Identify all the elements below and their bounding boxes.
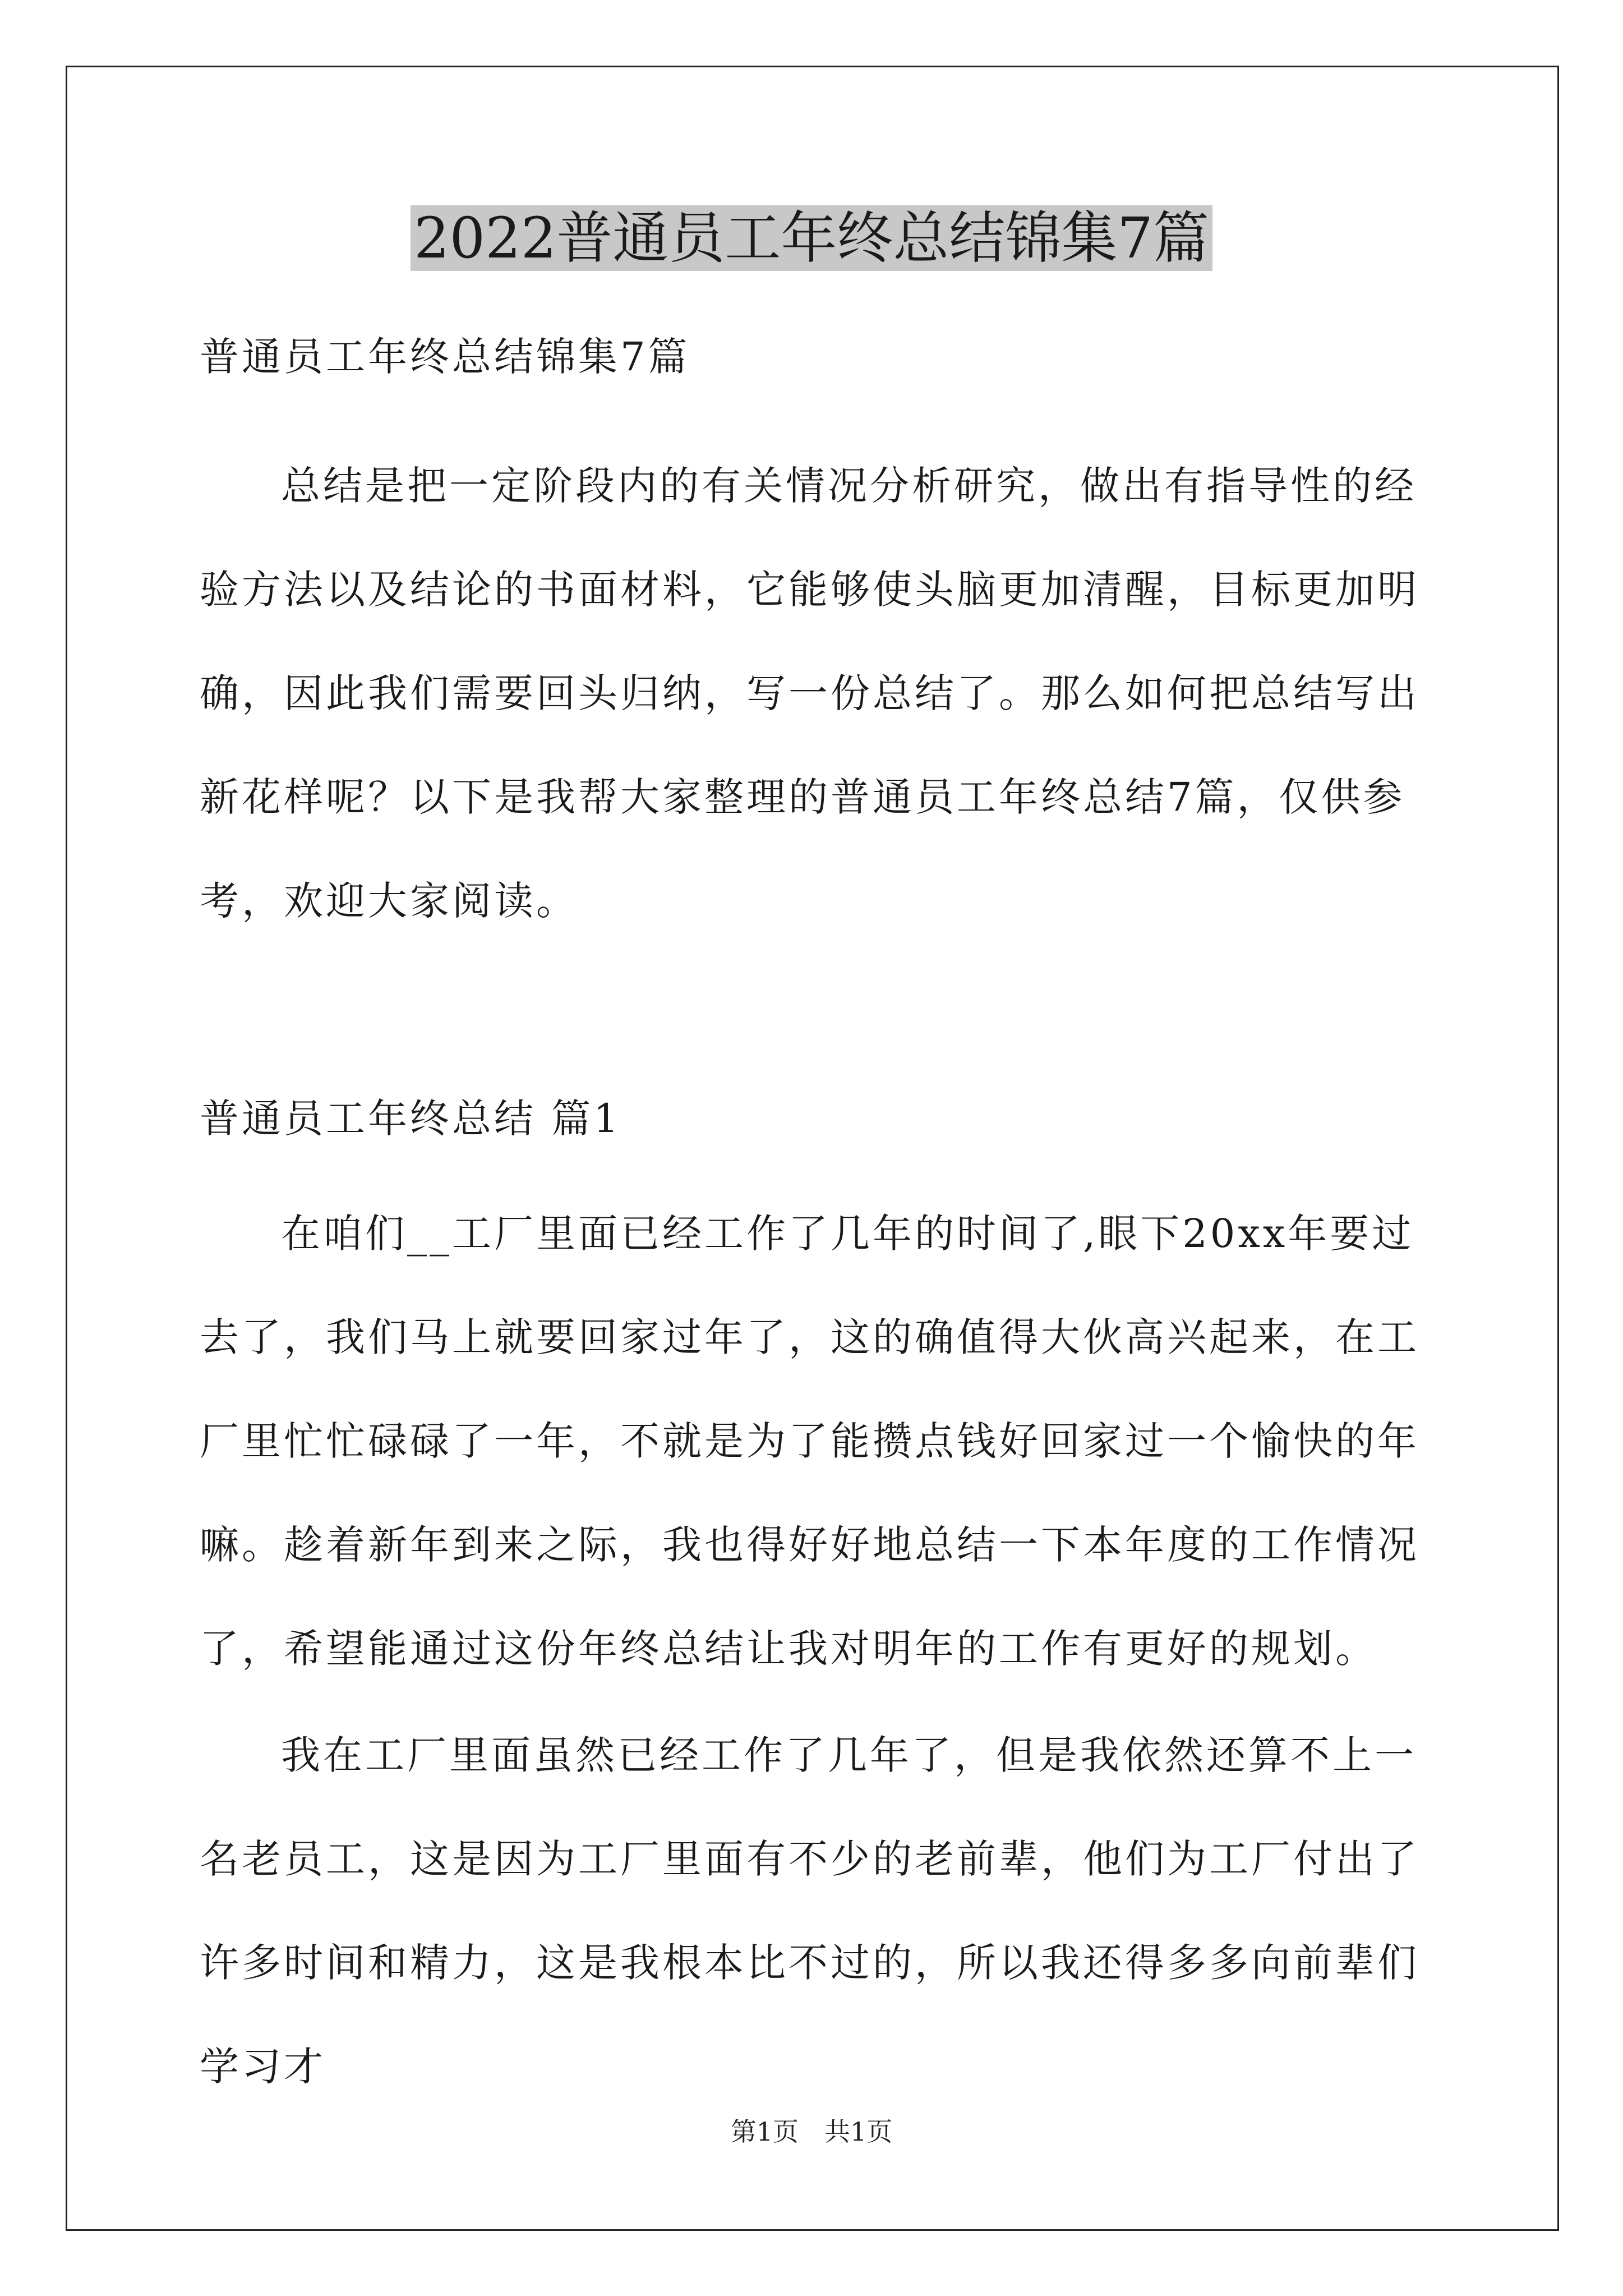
document-title [0,199,1623,278]
document-subtitle: 普通员工年终总结锦集7篇 [200,334,690,380]
document-title-text: 2022普通员工年终总结锦集7篇 [411,205,1212,271]
intro-paragraph: 总结是把一定阶段内的有关情况分析研究，做出有指导性的经验方法以及结论的书面材料，它能够使头脑更加清醒，目标更加明确，因此我们需要回头归纳，写一份总结了。那么如何把总结写出新花样呢？以下是我帮大家整理的普通员工年终总结7篇，仅供参考，欢迎大家阅读。 [200,463,1419,924]
body-paragraph-2: 我在工厂里面虽然已经工作了几年了，但是我依然还算不上一名老员工，这是因为工厂里面有不少的老前辈，他们为工厂付出了许多时间和精力，这是我根本比不过的，所以我还得多多向前辈们学习才 [200,1732,1419,2090]
section-heading: 普通员工年终总结 篇1 [200,1096,621,1142]
body-paragraph-1: 在咱们__工厂里面已经工作了几年的时间了,眼下20xx年要过去了，我们马上就要回家过年了，这的确值得大伙高兴起来，在工厂里忙忙碌碌了一年，不就是为了能攒点钱好回家过一个愉快的年嘛。趁着新年到来之际，我也得好好地总结一下本年度的工作情况了，希望能通过这份年终总结让我对明年的工作有更好的规划。 [200,1211,1419,1672]
page-footer: 第1页 共1页 [730,2116,893,2147]
